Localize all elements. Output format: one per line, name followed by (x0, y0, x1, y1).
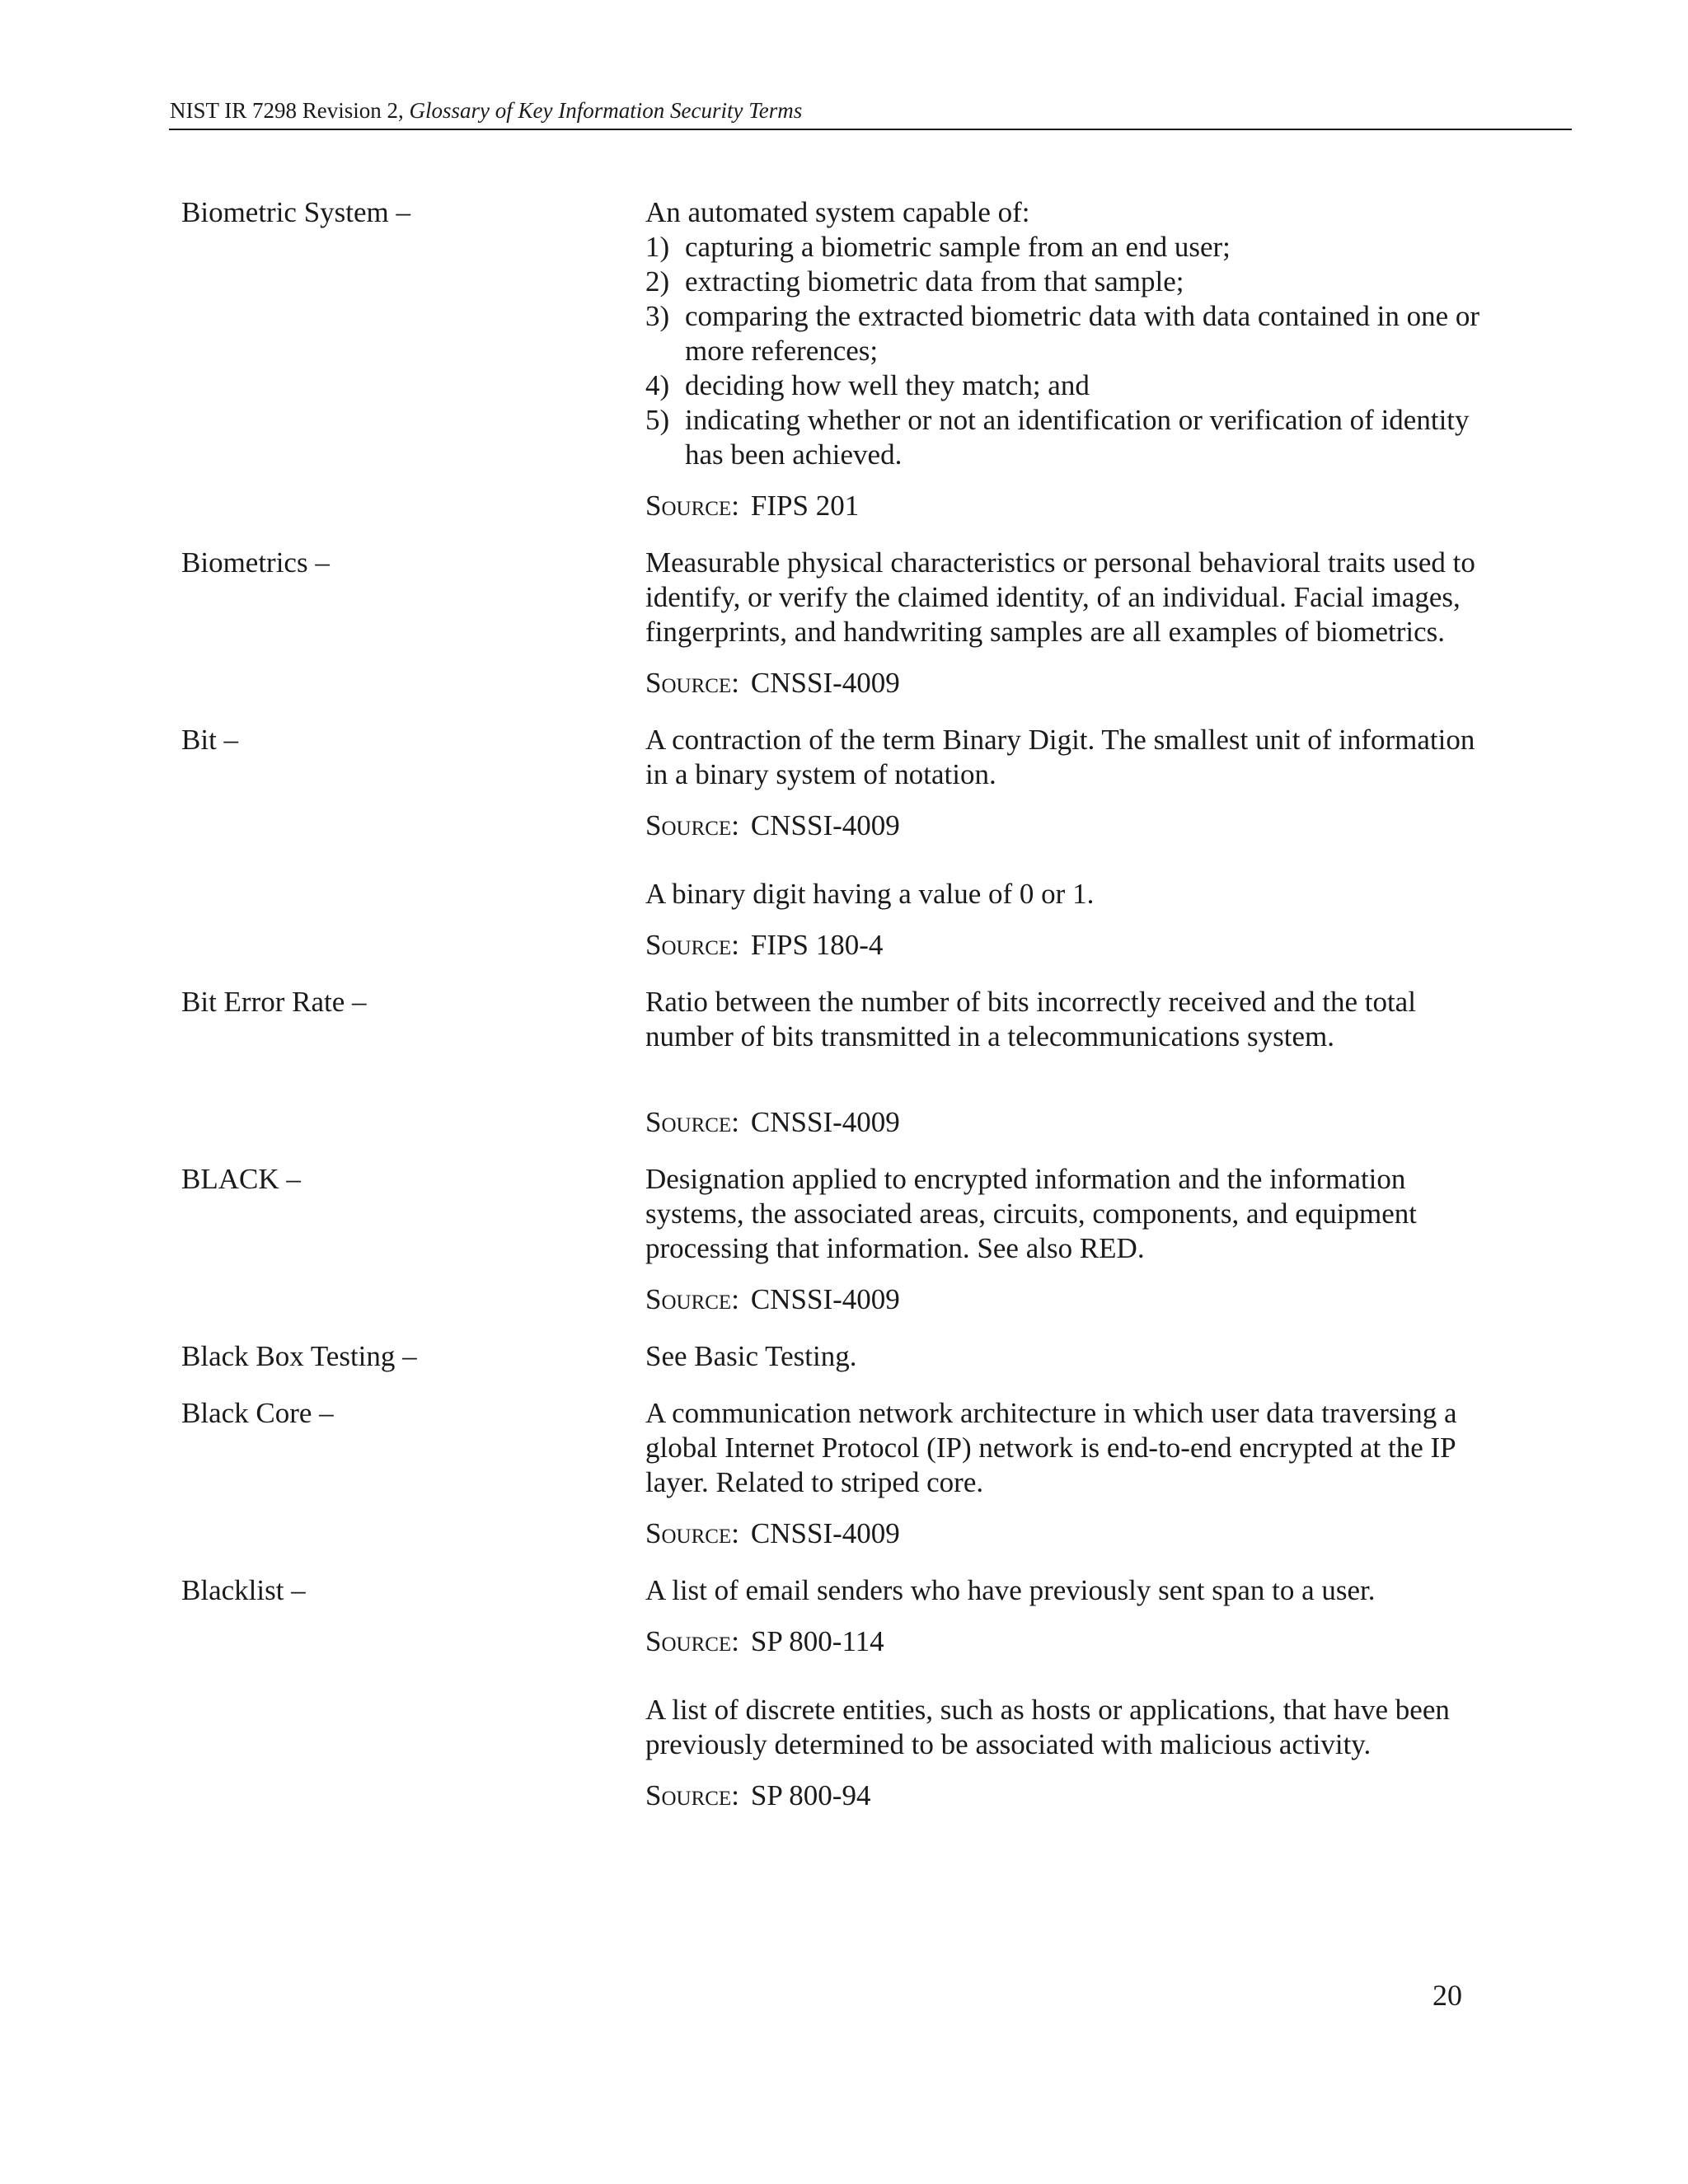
glossary-entry-black-core (181, 1396, 1500, 1551)
glossary-entry-black (181, 1162, 1500, 1317)
definition-text: An automated system capable of: (645, 196, 1030, 228)
glossary-entry-blacklist (181, 1573, 1500, 1813)
definition-block (645, 1162, 1500, 1317)
definition-source (645, 1516, 1500, 1551)
list-item-text: indicating whether or not an identification or verification of identity has been achieved. (685, 404, 1470, 471)
header-document-id: NIST IR 7298 Revision 2, (170, 98, 404, 123)
list-item (645, 230, 1500, 265)
definition-source (645, 928, 1500, 963)
definition-text: A communication network architecture in which user data traversing a global Internet Protocol (IP) network is end-to-end encrypted at the IP layer. Related to striped core. (645, 1397, 1457, 1498)
source-label: Source: (645, 809, 739, 841)
source-label: Source: (645, 1106, 739, 1138)
glossary-term: Biometrics – (181, 546, 330, 579)
source-label: Source: (645, 1779, 739, 1811)
glossary-entry-biometric-system (181, 195, 1500, 523)
definition-text: Designation applied to encrypted information and the information systems, the associated areas, circuits, components, and equipment processing that information. See also RED. (645, 1163, 1417, 1264)
definition-source (645, 666, 1500, 701)
list-item (645, 265, 1500, 299)
glossary-definitions (645, 723, 1500, 963)
header-document-title: Glossary of Key Information Security Terms (409, 98, 803, 123)
definition-block (645, 1573, 1500, 1659)
glossary-term: Biometric System – (181, 196, 411, 228)
list-item-text: deciding how well they match; and (685, 369, 1090, 401)
source-label: Source: (645, 929, 739, 961)
glossary-definitions (645, 195, 1500, 523)
definition-source (645, 489, 1500, 523)
list-item (645, 368, 1500, 403)
glossary-entry-black-box-testing (181, 1339, 1500, 1374)
source-reference: CNSSI-4009 (750, 809, 900, 841)
definition-text: A list of discrete entities, such as hosts or applications, that have been previously determined to be associated with malicious activity. (645, 1694, 1450, 1760)
list-item-number: 3) (645, 300, 670, 332)
source-reference: CNSSI-4009 (750, 1517, 900, 1549)
source-label: Source: (645, 490, 739, 522)
glossary-definitions (645, 985, 1500, 1140)
definition-text: Measurable physical characteristics or personal behavioral traits used to identify, or verify the claimed identity, of an individual. Facial images, fingerprints, and handwriting samples are all examples of biometrics. (645, 546, 1475, 648)
glossary-definitions (645, 1339, 1500, 1374)
source-reference: FIPS 180-4 (750, 929, 884, 961)
list-item-text: extracting biometric data from that sample; (685, 265, 1184, 298)
glossary-entry-bit (181, 723, 1500, 963)
glossary-definitions (645, 1396, 1500, 1551)
definition-block (645, 1396, 1500, 1551)
definition-source (645, 1282, 1500, 1317)
glossary-term: Blacklist – (181, 1574, 306, 1606)
source-label: Source: (645, 667, 739, 699)
source-reference: CNSSI-4009 (750, 1283, 900, 1315)
header-rule (169, 129, 1572, 130)
list-item-number: 5) (645, 404, 670, 436)
source-label: Source: (645, 1283, 739, 1315)
definition-block (645, 1339, 1500, 1374)
glossary-term: Bit – (181, 724, 239, 756)
source-reference: FIPS 201 (750, 490, 860, 522)
definition-source (645, 1624, 1500, 1659)
glossary-definitions (645, 1573, 1500, 1813)
definition-source (645, 1779, 1500, 1813)
glossary-term: Bit Error Rate – (181, 986, 367, 1018)
definition-numbered-list (645, 230, 1500, 472)
source-reference: SP 800-94 (750, 1779, 871, 1811)
definition-block (645, 877, 1500, 963)
running-header (170, 96, 1571, 125)
definition-block (645, 546, 1500, 701)
source-reference: CNSSI-4009 (750, 667, 900, 699)
definition-text: A binary digit having a value of 0 or 1. (645, 878, 1095, 910)
definition-block (645, 1693, 1500, 1813)
source-reference: CNSSI-4009 (750, 1106, 900, 1138)
list-item-text: capturing a biometric sample from an end user; (685, 231, 1231, 263)
source-label: Source: (645, 1517, 739, 1549)
definition-block (645, 985, 1500, 1140)
list-item-number: 1) (645, 231, 670, 263)
definition-source (645, 1105, 1500, 1140)
glossary-term: Black Box Testing – (181, 1340, 417, 1372)
page-number: 20 (1432, 1979, 1462, 2012)
glossary-entry-biometrics (181, 546, 1500, 701)
definition-text: See Basic Testing. (645, 1340, 857, 1372)
glossary-entry-bit-error-rate (181, 985, 1500, 1140)
definition-block (645, 195, 1500, 523)
list-item (645, 299, 1500, 368)
definition-source (645, 808, 1500, 843)
source-label: Source: (645, 1625, 739, 1657)
glossary-term: Black Core – (181, 1397, 334, 1429)
list-item-number: 2) (645, 265, 670, 298)
glossary-term: BLACK – (181, 1163, 301, 1195)
definition-text: A list of email senders who have previously sent span to a user. (645, 1574, 1376, 1606)
glossary-list (181, 195, 1500, 1835)
definition-text: A contraction of the term Binary Digit. The smallest unit of information in a binary system of notation. (645, 724, 1475, 790)
list-item-text: comparing the extracted biometric data with data contained in one or more references; (685, 300, 1480, 367)
source-reference: SP 800-114 (750, 1625, 884, 1657)
definition-block (645, 723, 1500, 843)
glossary-definitions (645, 1162, 1500, 1317)
glossary-definitions (645, 546, 1500, 701)
list-item-number: 4) (645, 369, 670, 401)
list-item (645, 403, 1500, 472)
definition-text: Ratio between the number of bits incorrectly received and the total number of bits transmitted in a telecommunications system. (645, 986, 1416, 1052)
